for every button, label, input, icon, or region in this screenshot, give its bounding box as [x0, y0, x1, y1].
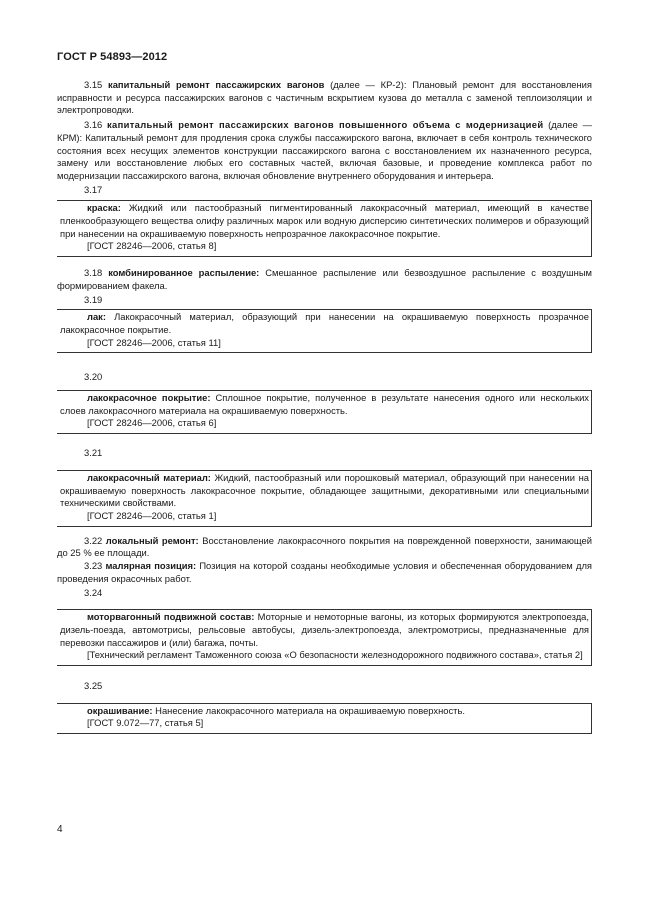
definition-reference: [ГОСТ 28246—2006, статья 11]	[87, 336, 221, 348]
clause-text: (далее — КР-2): Плановый ремонт для восстановления исправности и ресурса пассажирских вагонов с частичным вскрытием кузова до металла с заменой теплоизоляции и электропроводки.	[57, 79, 592, 116]
clause-3-16	[57, 119, 592, 183]
clause-number: 3.15	[84, 79, 103, 90]
clause-text: Позиция на которой созданы необходимые условия и обеспеченная оборудованием для проведения окрасочных работ.	[57, 560, 593, 584]
definition-text: лакокрасочное покрытие: Сплошное покрытие, полученное в результате нанесения одного или нескольких слоев лакокрасочного материала на окрашиваемую поверхность.	[60, 392, 589, 416]
definition-reference: [Технический регламент Таможенного союза «О безопасности железнодорожного подвижного состава», статья 2]	[87, 649, 583, 661]
clause-text: Восстановление лакокрасочного покрытия на поврежденной поверхности, занимающей до 25 % ее площади.	[57, 534, 592, 559]
definition-text: моторвагонный подвижной состав: Моторные и немоторные вагоны, из которых формируются электропоезда, дизель-поезда, автомотрисы, рельсовые автобусы, дизель-электропоезда, электромотрисы, предназначенные для перевозки пассажиров и (или) багажа, почты.	[60, 611, 589, 648]
clause-number: 3.16	[84, 119, 103, 131]
definition-reference: [ГОСТ 28246—2006, статья 6]	[87, 417, 217, 429]
clause-3-15	[57, 79, 592, 117]
definition-term: лакокрасочное покрытие:	[87, 392, 211, 404]
definition-reference: [ГОСТ 28246—2006, статья 1]	[87, 509, 217, 521]
definition-term: лакокрасочный материал:	[87, 471, 211, 483]
clause-3-23	[57, 560, 592, 585]
clause-term: локальный ремонт:	[105, 534, 199, 546]
clause-number: 3.18	[84, 267, 103, 279]
clause-number: 3.23	[84, 560, 103, 572]
definition-box-3-25	[57, 703, 592, 734]
clause-term: капитальный ремонт пассажирских вагонов повышенного объема с модернизацией	[107, 119, 544, 131]
definition-term: окрашивание:	[87, 704, 153, 716]
definition-box-3-21	[57, 470, 592, 527]
document-header: ГОСТ Р 54893—2012	[57, 51, 168, 63]
clause-number: 3.22	[84, 534, 103, 546]
definition-reference: [ГОСТ 9.072—77, статья 5]	[87, 717, 204, 729]
clause-number-3-25: 3.25	[84, 680, 103, 692]
clause-text: Смешанное распыление или безвоздушное распыление с воздушным формированием факела.	[57, 267, 592, 291]
definition-box-3-19	[57, 309, 592, 353]
clause-number-3-24: 3.24	[84, 586, 103, 598]
definition-box-3-17	[57, 200, 592, 257]
definition-box-3-20	[57, 390, 592, 434]
clause-3-18	[57, 267, 592, 292]
document-body	[57, 79, 592, 734]
definition-term: краска:	[87, 202, 121, 214]
clause-number-3-19: 3.19	[84, 293, 103, 305]
definition-text: краска: Жидкий или пастообразный пигментированный лакокрасочный материал, имеющий в качестве пленкообразующего вещества олифу различных марок или водную дисперсию синтетических полимеров и образующий при нанесении на окрашиваемую поверхность непрозрачное лакокрасочное покрытие.	[60, 202, 589, 239]
clause-term: комбинированное распыление:	[108, 267, 260, 279]
definition-text: окрашивание: Нанесение лакокрасочного материала на окрашиваемую поверхность.	[87, 704, 465, 716]
clause-number-3-17: 3.17	[84, 183, 103, 195]
definition-box-3-24	[57, 609, 592, 666]
definition-text: лак: Лакокрасочный материал, образующий при нанесении на окрашиваемую поверхность прозрачное лакокрасочное покрытие.	[60, 311, 589, 335]
definition-term: моторвагонный подвижной состав:	[87, 611, 255, 623]
clause-number-3-20: 3.20	[84, 371, 103, 383]
definition-text: лакокрасочный материал: Жидкий, пастообразный или порошковый материал, образующий при нанесении на окрашиваемую поверхность лакокрасочное покрытие, обладающее защитными, декоративными или специальными техническими свойствами.	[60, 471, 589, 509]
clause-text: (далее — КРМ): Капитальный ремонт для продления срока службы пассажирского вагона, включает в себя контроль технического состояния всех несущих элементов конструкции пассажирского вагона с восстановлением их назначенного ресурса, замену или восстановление любых его составных частей, включая базовые, и проведение комплекса работ по модернизации пассажирского вагона, включая обновление внутреннего оборудования и интерьера.	[57, 119, 592, 181]
clause-term: капитальный ремонт пассажирских вагонов	[108, 79, 325, 90]
definition-reference: [ГОСТ 28246—2006, статья 8]	[87, 240, 217, 252]
clause-term: малярная позиция:	[105, 560, 197, 572]
definition-term: лак:	[87, 311, 106, 323]
clause-number-3-21: 3.21	[84, 447, 103, 459]
page-number: 4	[57, 824, 63, 835]
clause-3-22	[57, 535, 592, 560]
